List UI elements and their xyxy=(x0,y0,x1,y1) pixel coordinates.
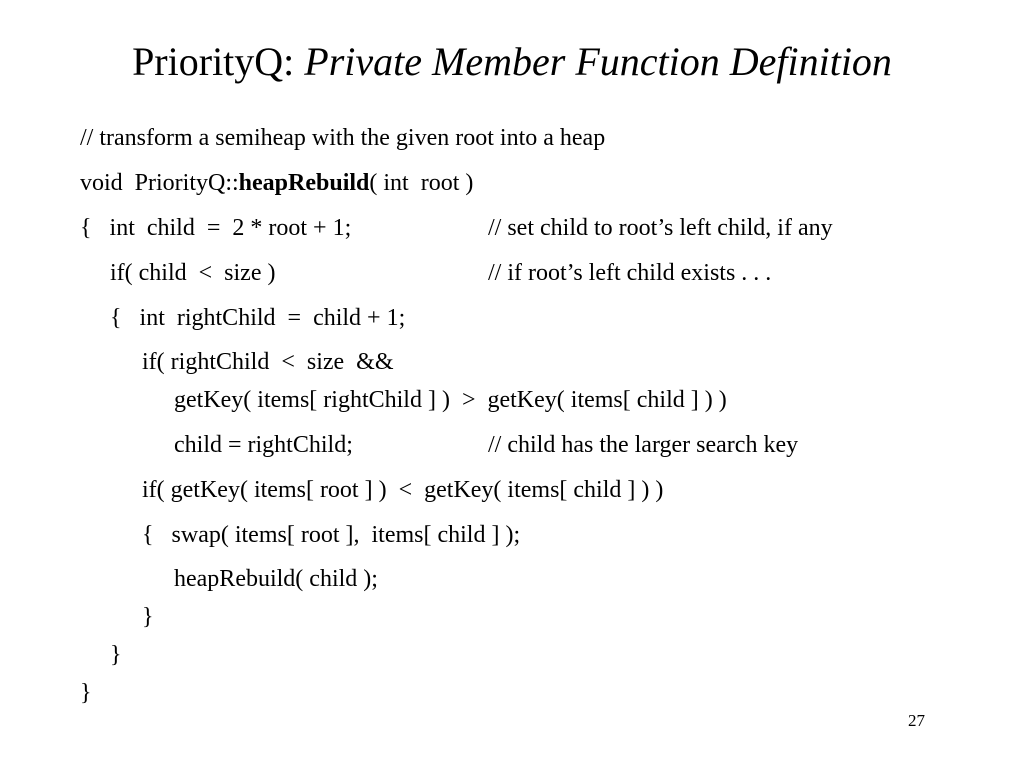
function-name: heapRebuild xyxy=(238,170,370,196)
code-line-close-brace-inner: } xyxy=(142,604,154,630)
code-comment-child-init: // set child to root’s left child, if any xyxy=(488,215,833,241)
code-line-getkey-compare: getKey( items[ rightChild ] ) > getKey( items[ child ] ) ) xyxy=(174,387,727,413)
code-line-recursive-call: heapRebuild( child ); xyxy=(174,566,378,592)
code-line-signature xyxy=(80,171,473,195)
signature-prefix: void PriorityQ:: xyxy=(80,170,239,196)
code-line-assign-child: child = rightChild; xyxy=(174,432,353,458)
code-line-if-size: if( child < size ) xyxy=(110,260,276,286)
code-comment-if-size: // if root’s left child exists . . . xyxy=(488,260,772,286)
slide-title xyxy=(0,38,1024,86)
code-line-close-brace-middle: } xyxy=(110,642,122,668)
title-emphasis: Private Member Function Definition xyxy=(304,39,892,84)
code-line-comment: // transform a semiheap with the given root into a heap xyxy=(80,125,606,151)
title-prefix: PriorityQ: xyxy=(132,39,305,84)
code-comment-assign-child: // child has the larger search key xyxy=(488,432,799,458)
code-line-if-swap: if( getKey( items[ root ] ) < getKey( items[ child ] ) ) xyxy=(142,477,664,503)
signature-suffix: ( int root ) xyxy=(369,170,474,196)
code-line-if-right-child: if( rightChild < size && xyxy=(142,349,394,375)
page-number: 27 xyxy=(908,711,925,730)
code-line-right-child: { int rightChild = child + 1; xyxy=(110,305,406,331)
code-line-close-brace-outer: } xyxy=(80,680,92,706)
code-line-swap: { swap( items[ root ], items[ child ] ); xyxy=(142,522,521,548)
code-line-child-init: { int child = 2 * root + 1; xyxy=(80,215,352,241)
